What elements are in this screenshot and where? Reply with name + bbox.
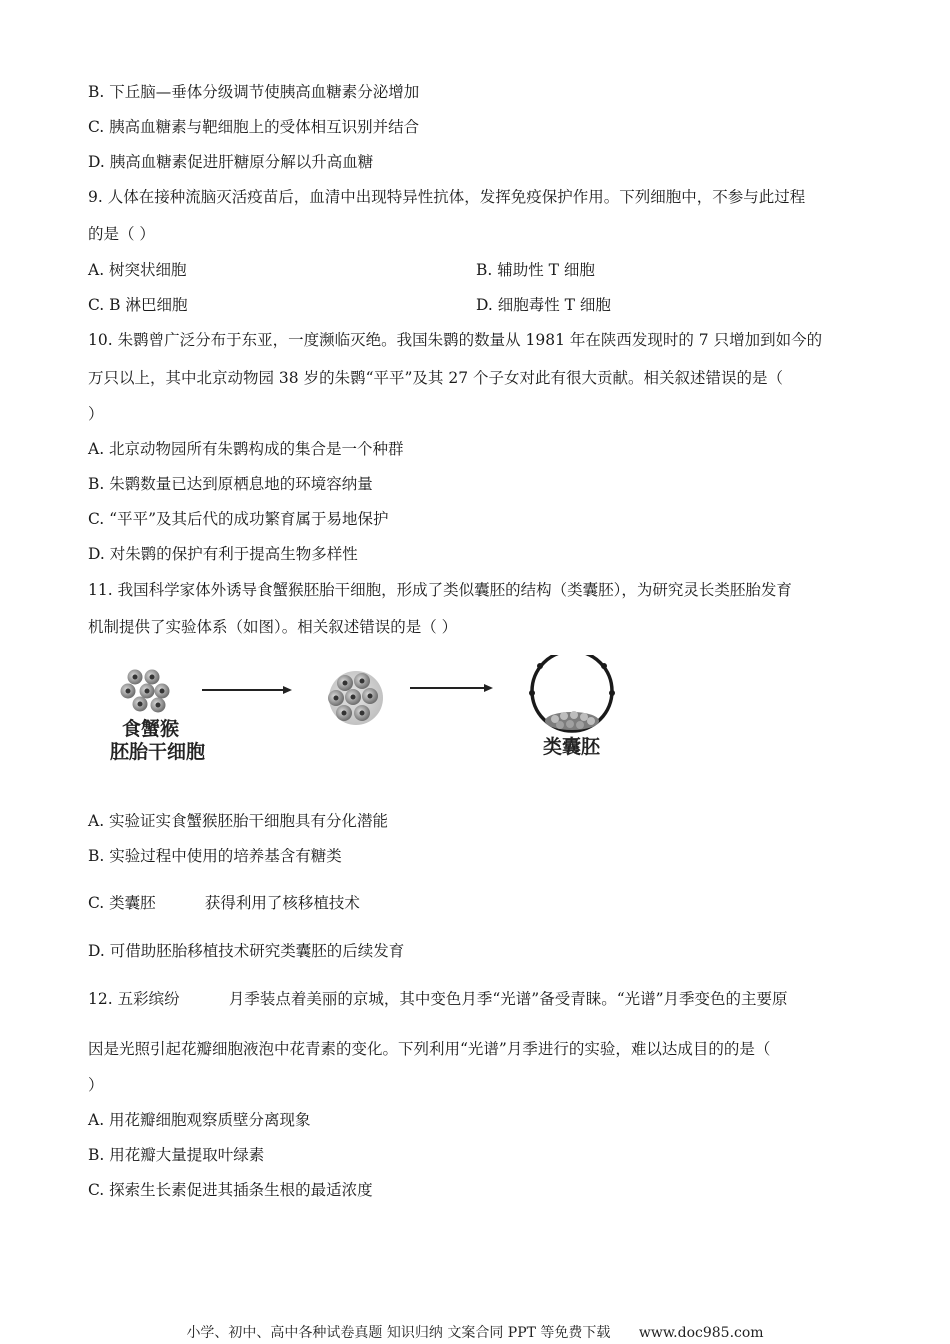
q9-option-a: A. 树突状细胞: [88, 261, 187, 279]
figure-label-blastoid: 类囊胚: [543, 736, 601, 758]
arrow-right-icon: [202, 686, 292, 694]
q11-option-a: A. 实验证实食蟹猴胚胎干细胞具有分化潜能: [88, 812, 389, 830]
blastoid-figure: [100, 655, 640, 775]
q12-option-c: C. 探索生长素促进其插条生根的最适浓度: [88, 1181, 373, 1199]
footer-site-link[interactable]: www.doc985.com: [638, 1325, 764, 1341]
q9-option-c: C. B 淋巴细胞: [88, 296, 188, 314]
q10-stem-line1: 10. 朱鹮曾广泛分布于东亚，一度濒临灭绝。我国朱鹮的数量从 1981 年在陕西发现时的 7 只增加到如今的: [88, 331, 823, 349]
blastoid-icon: [529, 655, 615, 731]
q9-stem-line1: 9. 人体在接种流脑灭活疫苗后，血清中出现特异性抗体，发挥免疫保护作用。下列细胞中，不参与此过程: [88, 188, 806, 206]
q10-stem-line3: ）: [88, 405, 104, 423]
q8-option-d: D. 胰高血糖素促进肝糖原分解以升高血糖: [88, 153, 374, 171]
q11-stem-line2: 机制提供了实验体系（如图）。相关叙述错误的是（ ）: [88, 618, 458, 636]
q9-stem-line2: 的是（ ）: [88, 225, 155, 243]
q12-stem-line3: ）: [88, 1076, 104, 1094]
stem-cells-icon: [121, 670, 170, 713]
cell-cluster-icon: [328, 671, 383, 725]
q11-stem-line1: 11. 我国科学家体外诱导食蟹猴胚胎干细胞，形成了类似囊胚的结构（类囊胚），为研究灵长类胚胎发育: [88, 581, 792, 599]
page-footer: [0, 1324, 950, 1342]
q10-option-b: B. 朱鹮数量已达到原栖息地的环境容纳量: [88, 475, 373, 493]
q11-option-d: D. 可借助胚胎移植技术研究类囊胚的后续发育: [88, 942, 405, 960]
q9-option-b: B. 辅助性 T 细胞: [476, 261, 595, 279]
footer-text: 小学、初中、高中各种试卷真题 知识归纳 文案合同 PPT 等免费下载: [186, 1325, 611, 1341]
q8-option-b: B. 下丘脑—垂体分级调节使胰高血糖素分泌增加: [88, 83, 420, 101]
q11-option-b: B. 实验过程中使用的培养基含有糖类: [88, 847, 342, 865]
q10-option-d: D. 对朱鹮的保护有利于提高生物多样性: [88, 545, 358, 563]
q12-stem-line1: 12. 五彩缤纷 月季装点着美丽的京城，其中变色月季“光谱”备受青睐。“光谱”月季变色的主要原: [88, 990, 788, 1008]
figure-label-stem-cells: 胚胎干细胞: [110, 741, 206, 763]
q12-option-b: B. 用花瓣大量提取叶绿素: [88, 1146, 265, 1164]
q12-option-a: A. 用花瓣细胞观察质壁分离现象: [88, 1111, 311, 1129]
q10-option-a: A. 北京动物园所有朱鹮构成的集合是一个种群: [88, 440, 404, 458]
q9-option-d: D. 细胞毒性 T 细胞: [476, 296, 611, 314]
q10-stem-line2: 万只以上，其中北京动物园 38 岁的朱鹮“平平”及其 27 个子女对此有很大贡献。相关叙述错误的是（: [88, 369, 784, 387]
figure-label-species: 食蟹猴: [122, 718, 180, 740]
q10-option-c: C. “平平”及其后代的成功繁育属于易地保护: [88, 510, 389, 528]
q12-stem-line2: 因是光照引起花瓣细胞液泡中花青素的变化。下列利用“光谱”月季进行的实验，难以达成目的的是（: [88, 1040, 771, 1058]
arrow-right-icon: [410, 684, 493, 692]
q11-option-c: C. 类囊胚 获得利用了核移植技术: [88, 894, 360, 912]
q8-option-c: C. 胰高血糖素与靶细胞上的受体相互识别并结合: [88, 118, 420, 136]
